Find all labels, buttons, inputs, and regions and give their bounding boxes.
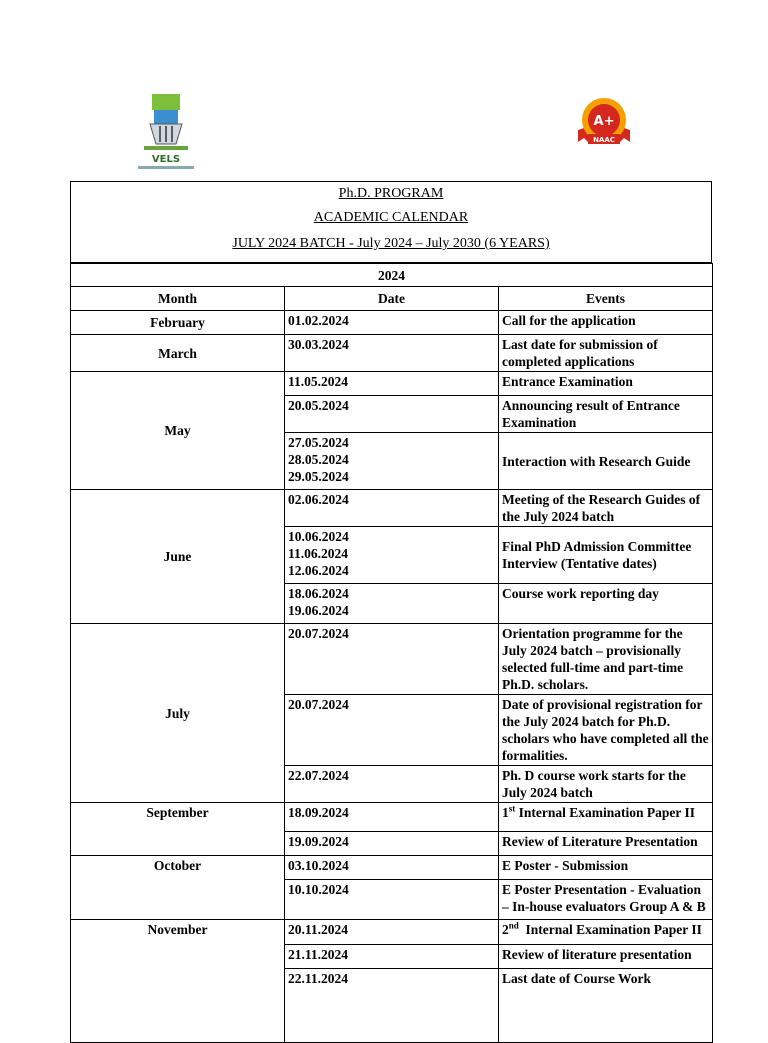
date-cell — [285, 527, 499, 584]
date-cell: 11.05.2024 — [285, 372, 499, 396]
table-row — [71, 803, 713, 832]
events-column-header: Events — [499, 287, 713, 311]
table-row — [71, 490, 713, 527]
date-line: 11.06.2024 — [288, 546, 349, 561]
event-ordinal-suffix: st — [508, 803, 516, 814]
event-cell: Final PhD Admission Committee Interview (Tentative dates) — [499, 527, 713, 584]
event-cell: Announcing result of Entrance Examination — [499, 396, 713, 433]
date-cell — [285, 584, 499, 624]
table-row — [71, 311, 713, 335]
date-line: 10.06.2024 — [288, 529, 349, 544]
date-cell: 30.03.2024 — [285, 335, 499, 372]
event-ordinal: 1 — [502, 805, 509, 820]
event-cell: Ph. D course work starts for the July 2024 batch — [499, 766, 713, 803]
calendar-table — [70, 263, 713, 1043]
date-cell: 02.06.2024 — [285, 490, 499, 527]
batch-title: JULY 2024 BATCH - July 2024 – July 2030 (6 YEARS) — [232, 236, 550, 251]
date-line: 29.05.2024 — [288, 469, 349, 484]
date-cell: 10.10.2024 — [285, 880, 499, 920]
date-cell: 20.05.2024 — [285, 396, 499, 433]
month-cell: July — [71, 624, 285, 803]
event-cell: Last date of Course Work — [499, 969, 713, 1043]
table-row — [71, 372, 713, 396]
event-cell: Meeting of the Research Guides of the July 2024 batch — [499, 490, 713, 527]
program-title: Ph.D. PROGRAM — [338, 186, 444, 201]
naac-grade: A+ — [593, 114, 615, 129]
date-cell: 03.10.2024 — [285, 856, 499, 880]
date-line: 18.06.2024 — [288, 586, 349, 601]
calendar-title: ACADEMIC CALENDAR — [313, 210, 469, 225]
event-cell: Review of Literature Presentation — [499, 832, 713, 856]
date-cell — [285, 433, 499, 490]
month-cell: May — [71, 372, 285, 490]
naac-name: NAAC — [593, 136, 615, 144]
date-cell: 22.11.2024 — [285, 969, 499, 1043]
date-cell: 20.07.2024 — [285, 695, 499, 766]
date-line: 19.06.2024 — [288, 603, 349, 618]
event-cell: Review of literature presentation — [499, 945, 713, 969]
event-cell: Last date for submission of completed applications — [499, 335, 713, 372]
date-cell: 19.09.2024 — [285, 832, 499, 856]
event-ordinal: 2 — [502, 922, 509, 937]
date-cell: 21.11.2024 — [285, 945, 499, 969]
date-cell: 18.09.2024 — [285, 803, 499, 832]
event-text: Internal Examination Paper II — [518, 922, 702, 937]
year-row — [71, 264, 713, 287]
date-line: 28.05.2024 — [288, 452, 349, 467]
month-cell: March — [71, 335, 285, 372]
month-cell: February — [71, 311, 285, 335]
naac-badge — [574, 96, 634, 150]
month-cell: November — [71, 920, 285, 1043]
year-cell: 2024 — [71, 264, 713, 287]
date-cell: 20.11.2024 — [285, 920, 499, 945]
month-column-header: Month — [71, 287, 285, 311]
event-text: Internal Examination Paper II — [515, 805, 696, 820]
month-cell: September — [71, 803, 285, 856]
event-cell: Orientation programme for the July 2024 batch – provisionally selected full-time and part-time Ph.D. scholars. — [499, 624, 713, 695]
event-ordinal-suffix: nd — [508, 920, 519, 931]
date-line: 27.05.2024 — [288, 435, 349, 450]
event-cell: E Poster - Submission — [499, 856, 713, 880]
calendar-header — [70, 181, 712, 263]
column-header-row — [71, 287, 713, 311]
table-row — [71, 624, 713, 695]
table-row — [71, 920, 713, 945]
event-cell: Call for the application — [499, 311, 713, 335]
month-cell: October — [71, 856, 285, 920]
event-cell: E Poster Presentation - Evaluation – In-house evaluators Group A & B — [499, 880, 713, 920]
month-cell: June — [71, 490, 285, 624]
naac-a-plus-badge-icon — [574, 96, 634, 150]
date-cell: 01.02.2024 — [285, 311, 499, 335]
date-column-header: Date — [285, 287, 499, 311]
table-row — [71, 856, 713, 880]
event-cell — [499, 803, 713, 832]
event-cell: Date of provisional registration for the July 2024 batch for Ph.D. scholars who have completed all the formalities. — [499, 695, 713, 766]
date-line: 12.06.2024 — [288, 563, 349, 578]
event-cell: Interaction with Research Guide — [499, 433, 713, 490]
event-cell: Entrance Examination — [499, 372, 713, 396]
event-cell: Course work reporting day — [499, 584, 713, 624]
university-logo-text: VELS — [151, 154, 181, 165]
date-cell: 20.07.2024 — [285, 624, 499, 695]
university-logo-icon — [130, 92, 202, 174]
university-logo — [130, 92, 202, 174]
table-row — [71, 335, 713, 372]
date-cell: 22.07.2024 — [285, 766, 499, 803]
event-cell — [499, 920, 713, 945]
